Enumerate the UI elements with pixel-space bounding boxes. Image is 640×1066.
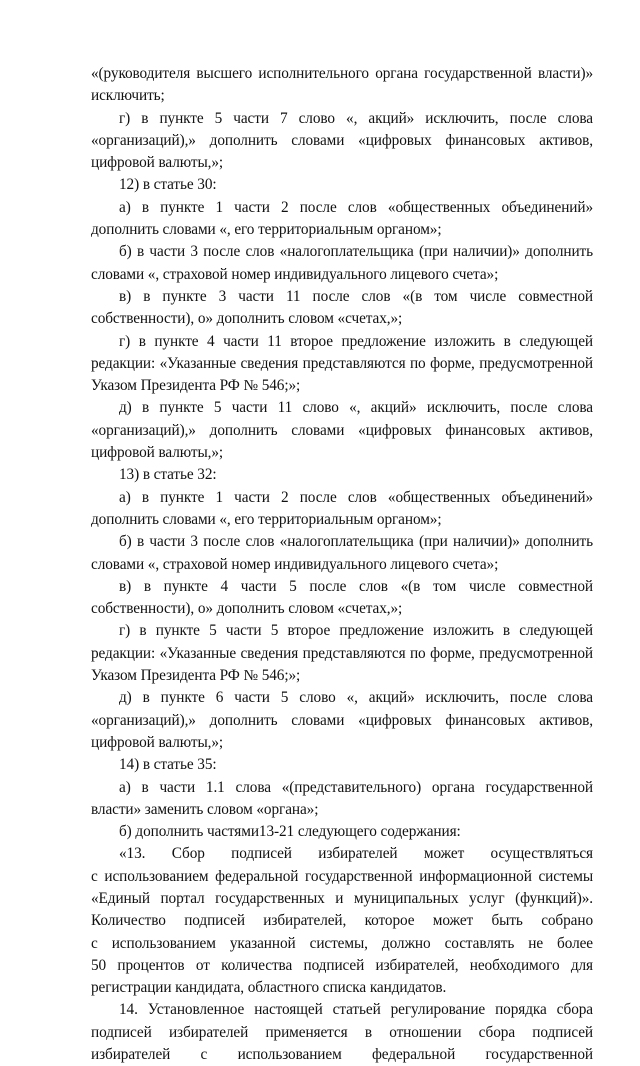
paragraph-line: 14. Установленное настоящей статьей регулирование порядка сбора xyxy=(119,1001,593,1019)
paragraph-line: г) в пункте 5 части 7 слово «, акций» исключить, после слова xyxy=(119,109,593,127)
paragraph-line: б) в части 3 после слов «налогоплательщика (при наличии)» дополнить xyxy=(119,533,593,551)
paragraph-line: редакции: «Указанные сведения представляются по форме, предусмотренной xyxy=(91,644,593,662)
paragraph-line: дополнить словами «, его территориальным органом»; xyxy=(91,221,442,239)
paragraph-line: 50 процентов от количества подписей избирателей, необходимого для xyxy=(91,956,593,974)
paragraph-line: «организаций),» дополнить словами «цифровых финансовых активов, xyxy=(91,131,593,149)
paragraph-line: 14) в статье 35: xyxy=(119,756,217,774)
paragraph-line: а) в пункте 1 части 2 после слов «общественных объединений» xyxy=(119,198,593,216)
paragraph-line: дополнить словами «, его территориальным органом»; xyxy=(91,510,442,528)
paragraph-line: регистрации кандидата, областного списка кандидатов. xyxy=(91,979,447,997)
paragraph-line: в) в пункте 3 части 11 после слов «(в том числе совместной xyxy=(119,287,593,305)
paragraph-line: 13) в статье 32: xyxy=(119,466,217,484)
paragraph-line: Указом Президента РФ № 546;»; xyxy=(91,377,301,395)
paragraph-line: «13. Сбор подписей избирателей может осуществляться xyxy=(119,845,593,863)
paragraph-line: д) в пункте 6 части 5 слово «, акций» исключить, после слова xyxy=(119,689,593,707)
paragraph-line: в) в пункте 4 части 5 после слов «(в том числе совместной xyxy=(119,577,593,595)
paragraph-line: цифровой валюты,»; xyxy=(91,733,224,751)
paragraph-line: а) в части 1.1 слова «(представительного) органа государственной xyxy=(119,778,593,796)
paragraph-line: б) в части 3 после слов «налогоплательщика (при наличии)» дополнить xyxy=(119,243,593,261)
paragraph-line: б) дополнить частями13-21 следующего содержания: xyxy=(119,823,461,841)
paragraph-line: исключить; xyxy=(91,87,165,105)
paragraph-line: словами «, страховой номер индивидуального лицевого счета»; xyxy=(91,555,499,573)
paragraph-line: подписей избирателей применяется в отношении сбора подписей xyxy=(91,1023,593,1041)
paragraph-line: г) в пункте 5 части 5 второе предложение изложить в следующей xyxy=(119,622,593,640)
paragraph-line: а) в пункте 1 части 2 после слов «общественных объединений» xyxy=(119,488,593,506)
paragraph-line: цифровой валюты,»; xyxy=(91,154,224,172)
paragraph-line: «организаций),» дополнить словами «цифровых финансовых активов, xyxy=(91,421,593,439)
paragraph-line: Количество подписей избирателей, которое может быть собрано xyxy=(91,912,593,930)
paragraph-line: власти» заменить словом «органа»; xyxy=(91,800,319,818)
paragraph-line: собственности), о» дополнить словом «счетах,»; xyxy=(91,600,403,618)
paragraph-line: словами «, страховой номер индивидуального лицевого счета»; xyxy=(91,265,499,283)
paragraph-line: «(руководителя высшего исполнительного органа государственной власти)» xyxy=(91,65,593,82)
paragraph-line: редакции: «Указанные сведения представляются по форме, предусмотренной xyxy=(91,354,593,372)
paragraph-line: «организаций),» дополнить словами «цифровых финансовых активов, xyxy=(91,711,593,729)
paragraph-line: г) в пункте 4 части 11 второе предложение изложить в следующей xyxy=(119,332,593,350)
paragraph-line: 12) в статье 30: xyxy=(119,176,217,194)
paragraph-line: с использованием указанной системы, должно составлять не более xyxy=(91,934,593,952)
paragraph-line: цифровой валюты,»; xyxy=(91,444,224,462)
paragraph-line: д) в пункте 5 части 11 слово «, акций» исключить, после слова xyxy=(119,399,593,417)
paragraph-line: Указом Президента РФ № 546;»; xyxy=(91,667,301,685)
document-body xyxy=(91,63,593,1066)
paragraph-line: собственности), о» дополнить словом «счетах,»; xyxy=(91,310,403,328)
paragraph-line: с использованием федеральной государственной информационной системы xyxy=(91,867,593,885)
paragraph-line: «Единый портал государственных и муниципальных услуг (функций)». xyxy=(91,889,593,907)
paragraph-line: избирателей с использованием федеральной государственной xyxy=(91,1046,593,1064)
